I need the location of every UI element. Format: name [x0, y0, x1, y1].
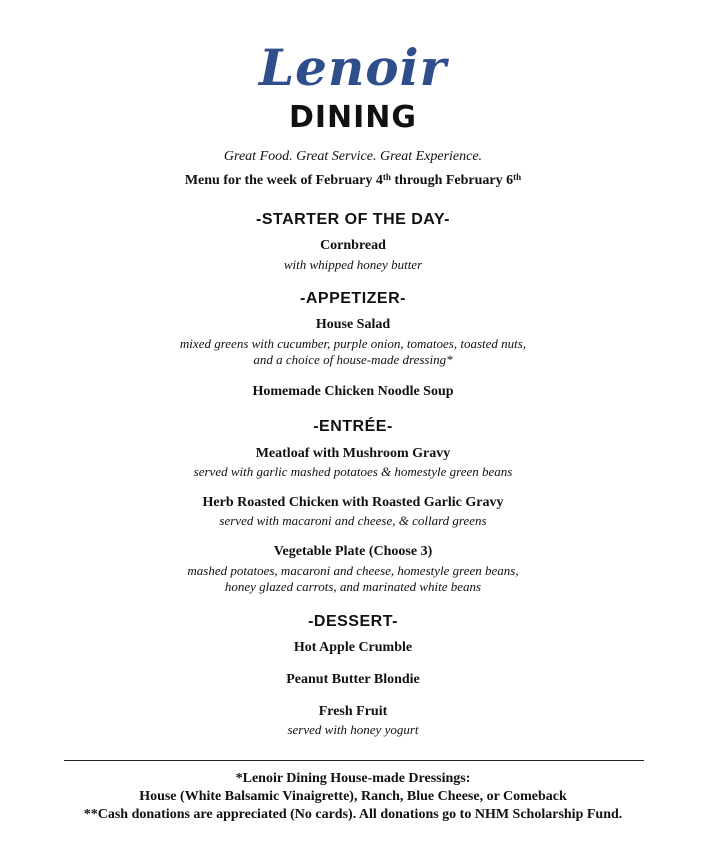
logo-script: Lenoir	[258, 38, 447, 97]
week-line	[0, 172, 706, 190]
week-sup-2: th	[513, 172, 522, 182]
logo-wordmark: DINING	[288, 100, 418, 135]
menu-item-name: Vegetable Plate (Choose 3)	[273, 544, 433, 559]
section-heading-starter: -STARTER OF THE DAY-	[255, 211, 450, 228]
tagline: Great Food. Great Service. Great Experience.	[223, 149, 483, 164]
menu-item-name: Cornbread	[320, 238, 386, 253]
menu-item-description: with whipped honey butter	[283, 257, 423, 272]
footer-donations-note: **Cash donations are appreciated (No cards). All donations go to NHM Scholarship Fund.	[83, 807, 623, 822]
menu-item-description: served with garlic mashed potatoes & homestyle green beans	[193, 464, 513, 479]
week-middle: through February 6	[390, 173, 514, 188]
menu-item-description: honey glazed carrots, and marinated white beans	[224, 579, 482, 594]
menu-item-description: served with honey yogurt	[287, 722, 419, 737]
menu-item-name: Fresh Fruit	[318, 704, 388, 719]
menu-item-name: Peanut Butter Blondie	[286, 672, 420, 687]
menu-item-name: Hot Apple Crumble	[293, 640, 413, 655]
week-sup-1: th	[382, 172, 391, 182]
menu-item-name: Homemade Chicken Noodle Soup	[252, 384, 454, 399]
menu-item-name: Herb Roasted Chicken with Roasted Garlic Gravy	[202, 495, 504, 510]
footer-divider	[64, 760, 644, 761]
menu-item-description: mashed potatoes, macaroni and cheese, homestyle green beans,	[187, 563, 519, 578]
menu-item-name: House Salad	[315, 317, 391, 332]
section-heading-dessert: -DESSERT-	[308, 613, 398, 630]
week-prefix: Menu for the week of February 4	[184, 173, 383, 188]
section-heading-appetizer: -APPETIZER-	[300, 290, 406, 307]
menu-item-description: mixed greens with cucumber, purple onion, tomatoes, toasted nuts,	[179, 336, 527, 351]
section-heading-entree: -ENTRÉE-	[313, 418, 393, 435]
menu-item-name: Meatloaf with Mushroom Gravy	[255, 446, 451, 461]
footer-dressings-title: *Lenoir Dining House-made Dressings:	[235, 771, 471, 786]
menu-item-description: and a choice of house-made dressing*	[253, 352, 453, 367]
menu-item-description: served with macaroni and cheese, & collard greens	[219, 513, 487, 528]
footer-dressings-list: House (White Balsamic Vinaigrette), Ranch, Blue Cheese, or Comeback	[139, 789, 567, 804]
